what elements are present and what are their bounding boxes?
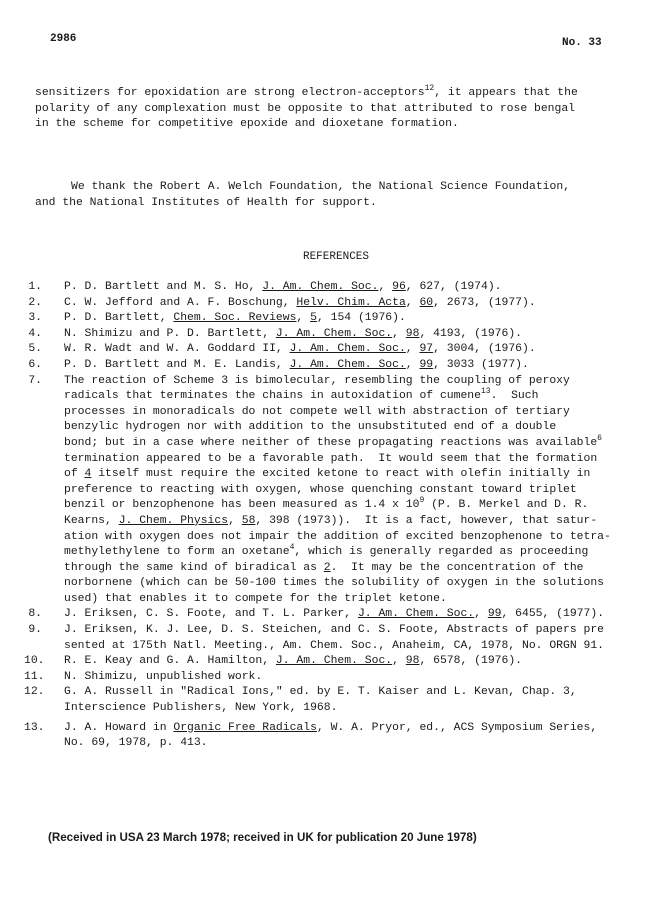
text-span: ,: [392, 327, 406, 340]
body-paragraph: [35, 86, 645, 133]
text-span: ,: [474, 608, 488, 621]
text-line: [64, 389, 664, 405]
volume-number: 96: [392, 281, 406, 293]
text-line: J. Eriksen, K. J. Lee, D. S. Steichen, and C. S. Foote, Abstracts of papers pre: [64, 624, 605, 637]
text-span: , 398 (1973)). It is a fact, however, that satur-: [255, 514, 598, 527]
text-span: P. D. Bartlett and M. S. Ho,: [64, 281, 263, 293]
journal-name: J. Am. Chem. Soc.: [289, 358, 406, 371]
text-span: J. A. Howard in: [64, 721, 174, 734]
reference-number: 10.: [24, 655, 45, 668]
compound-number: 2: [323, 561, 331, 574]
text-line: processes in monoradicals do not compete well with abstraction of tertiary: [64, 405, 570, 418]
reference-item: [24, 280, 664, 296]
reference-item: [24, 670, 664, 686]
reference-number: 2.: [28, 296, 42, 309]
text-span: , 627, (1974).: [405, 281, 502, 293]
text-line: [64, 561, 664, 577]
text-line: [64, 514, 664, 530]
citation-superscript: 12: [424, 84, 435, 93]
text-line: [64, 280, 664, 296]
text-line: preference to reacting with oxygen, whose quenching constant toward triplet: [64, 483, 577, 496]
text-line: No. 69, 1978, p. 413.: [64, 737, 208, 750]
reference-item: [24, 607, 664, 623]
text-line: [64, 654, 664, 670]
text-span: , which is generally regarded as proceeding: [294, 546, 589, 559]
text-line: norbornene (which can be 50-100 times the solubility of oxygen in the solutions: [64, 577, 605, 590]
journal-name: Helv. Chim. Acta: [296, 296, 406, 309]
volume-number: 99: [487, 608, 502, 621]
volume-number: 97: [419, 343, 434, 356]
journal-name: J. Am. Chem. Soc.: [275, 327, 393, 340]
text-span: , 6455, (1977).: [501, 608, 605, 621]
text-line: [64, 342, 664, 358]
reference-number: 3.: [28, 312, 42, 325]
reference-number: 12.: [24, 686, 45, 699]
text-line: [64, 358, 664, 374]
reference-item: [24, 374, 664, 608]
reference-number: 1.: [28, 281, 42, 293]
references-heading: REFERENCES: [302, 251, 369, 263]
text-span: ,: [378, 281, 393, 293]
reference-number: 5.: [28, 343, 42, 356]
reference-number: 7.: [28, 374, 42, 387]
volume-number: 5: [310, 312, 317, 325]
text-span: , 3033 (1977).: [433, 358, 529, 371]
text-span: of: [64, 468, 85, 481]
text-line: [64, 296, 664, 312]
text-span: , 2673, (1977).: [433, 296, 536, 309]
text-span: W. R. Wadt and W. A. Goddard II,: [64, 343, 290, 356]
text-span: ,: [296, 312, 311, 325]
text-line: [64, 545, 664, 561]
text-span: N. Shimizu and P. D. Bartlett,: [64, 327, 276, 340]
text-line: G. A. Russell in "Radical Ions," ed. by E. T. Kaiser and L. Kevan, Chap. 3,: [64, 686, 577, 699]
reference-item: [24, 358, 664, 374]
text-span: J. Eriksen, C. S. Foote, and T. L. Parker,: [64, 608, 358, 621]
text-line: and the National Institutes of Health for support.: [35, 196, 377, 209]
text-line: [64, 327, 664, 343]
text-line: ation with oxygen does not impair the addition of excited benzophenone to tetra-: [64, 530, 611, 543]
text-span: ,: [405, 296, 420, 309]
journal-name: J. Chem. Physics: [118, 514, 229, 527]
citation-superscript: 4: [289, 543, 295, 553]
reference-item: [24, 342, 664, 358]
reference-item: [24, 654, 664, 670]
text-span: , 154 (1976).: [316, 312, 406, 325]
text-span: sensitizers for epoxidation are strong electron-acceptors: [35, 87, 425, 99]
text-span: through the same kind of biradical as: [64, 561, 324, 574]
text-span: ,: [392, 655, 406, 668]
text-line: sented at 175th Natl. Meeting., Am. Chem. Soc., Anaheim, CA, 1978, No. ORGN 91.: [64, 639, 605, 652]
text-line: N. Shimizu, unpublished work.: [64, 670, 263, 683]
text-line: in the scheme for competitive epoxide and dioxetane formation.: [35, 118, 459, 131]
text-span: ,: [405, 358, 420, 371]
reference-number: 13.: [24, 721, 45, 734]
text-span: Kearns,: [64, 514, 119, 527]
text-span: , 4193, (1976).: [419, 327, 523, 340]
citation-superscript: 13: [480, 387, 491, 397]
journal-name: J. Am. Chem. Soc.: [357, 608, 475, 621]
text-span: ,: [405, 343, 420, 356]
reference-number: 4.: [28, 327, 42, 340]
text-line: polarity of any complexation must be opposite to that attributed to rose bengal: [35, 102, 576, 115]
exponent-superscript: 9: [419, 496, 425, 506]
text-span: . It may be the concentration of the: [330, 561, 584, 574]
volume-number: 99: [419, 358, 434, 371]
references-list: [24, 280, 664, 752]
text-span: . Such: [490, 390, 539, 403]
text-line: [64, 311, 664, 327]
journal-name: J. Am. Chem. Soc.: [289, 343, 406, 356]
reference-item: [24, 685, 664, 716]
text-line: [64, 498, 664, 514]
text-span: R. E. Keay and G. A. Hamilton,: [64, 655, 276, 668]
text-line: benzylic hydrogen nor with addition to the unsubstituted end of a double: [64, 421, 557, 434]
reference-number: 8.: [28, 608, 42, 621]
compound-number: 4: [84, 468, 92, 481]
text-line: [35, 86, 645, 102]
volume-number: 60: [419, 296, 434, 309]
citation-superscript: 6: [597, 433, 602, 443]
text-span: C. W. Jefford and A. F. Boschung,: [64, 296, 297, 309]
reference-number: 9.: [28, 624, 42, 637]
reference-item: [24, 327, 664, 343]
journal-name: Chem. Soc. Reviews: [173, 312, 297, 325]
text-span: P. D. Bartlett and M. E. Landis,: [64, 358, 290, 371]
page-number: 2986: [50, 33, 77, 45]
volume-number: 58: [241, 514, 256, 527]
text-line: We thank the Robert A. Welch Foundation, the National Science Foundation,: [71, 181, 570, 193]
journal-name: J. Am. Chem. Soc.: [262, 281, 379, 293]
text-span: (P. B. Merkel and D. R.: [424, 499, 589, 512]
journal-name: J. Am. Chem. Soc.: [275, 655, 393, 668]
text-span: , W. A. Pryor, ed., ACS Symposium Series,: [316, 721, 598, 734]
book-title: Organic Free Radicals: [173, 721, 317, 734]
text-line: The reaction of Scheme 3 is bimolecular, resembling the coupling of peroxy: [64, 374, 570, 387]
text-span: , it appears that the: [434, 87, 578, 99]
text-span: , 3004, (1976).: [433, 343, 536, 356]
text-line: Interscience Publishers, New York, 1968.: [64, 702, 338, 715]
text-span: radicals that terminates the chains in autoxidation of cumene: [64, 390, 481, 403]
issue-number: No. 33: [562, 37, 602, 49]
text-line: termination appeared to be a favorable path. It would seem that the formation: [64, 452, 598, 465]
reference-item: [24, 721, 664, 752]
reference-item: [24, 296, 664, 312]
text-span: P. D. Bartlett,: [64, 312, 174, 325]
reference-item: [24, 311, 664, 327]
text-line: [64, 607, 664, 623]
text-span: benzil or benzophenone has been measured as 1.4 x 10: [64, 499, 420, 512]
text-span: ,: [228, 514, 242, 527]
text-span: , 6578, (1976).: [419, 655, 523, 668]
reference-item: [24, 623, 664, 654]
text-span: itself must require the excited ketone to react with olefin initially in: [91, 468, 591, 481]
received-dates-footer: (Received in USA 23 March 1978; received in UK for publication 20 June 1978): [48, 831, 477, 844]
text-line: [64, 721, 664, 737]
reference-number: 6.: [28, 358, 42, 371]
acknowledgement-paragraph: [35, 180, 645, 211]
text-line: [64, 433, 664, 452]
volume-number: 98: [405, 327, 420, 340]
text-line: used) that enables it to compete for the triplet ketone.: [64, 592, 447, 605]
reference-number: 11.: [24, 670, 45, 683]
text-span: bond; but in a case where neither of these propagating reactions was available: [64, 436, 598, 449]
volume-number: 98: [405, 655, 420, 668]
text-line: [64, 467, 664, 483]
text-span: methylethylene to form an oxetane: [64, 546, 290, 559]
